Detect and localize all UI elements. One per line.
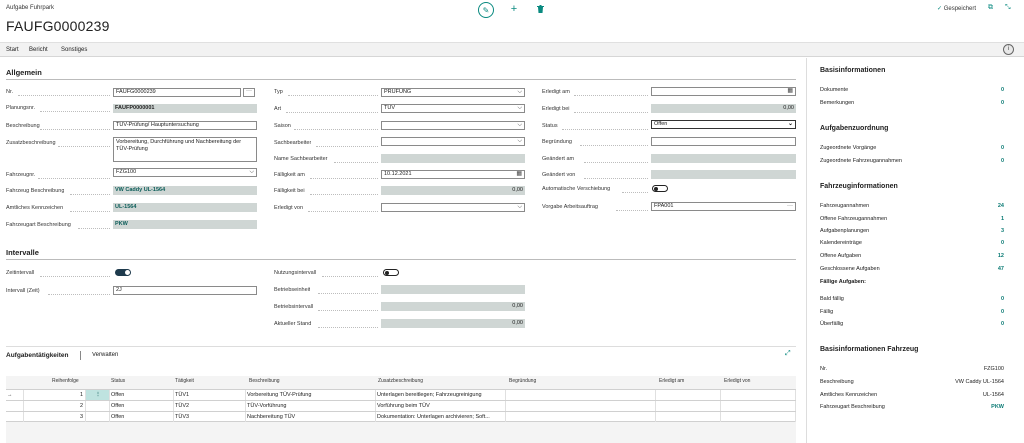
row-activity[interactable]: TÜV1 — [174, 390, 246, 400]
clerk-field[interactable] — [381, 137, 525, 146]
row-order[interactable]: 3 — [24, 412, 86, 422]
season-label: Saison — [274, 123, 291, 129]
nr-field[interactable]: FAUFG0000239 — [113, 88, 241, 97]
factbox-basis-title[interactable]: Basisinformationen — [820, 67, 886, 74]
label-leader — [38, 178, 110, 179]
additional-description-field[interactable]: Vorbereitung, Durchführung und Nachbereitung der TÜV-Prüfung — [113, 137, 257, 162]
changed-by-value — [651, 170, 796, 179]
operating-interval-value: 0,00 — [381, 302, 525, 311]
due-at-label: Fälligkeit bei — [274, 188, 305, 194]
collapse-icon[interactable]: ⤡ — [1005, 4, 1011, 11]
factbox-vehicle-item-label: Geschlossene Aufgaben — [820, 266, 880, 272]
factbox-vehicle-item-label: Kalendereinträge — [820, 240, 862, 246]
row-order[interactable]: 1 — [24, 390, 86, 400]
row-done-at[interactable] — [656, 412, 721, 422]
operating-unit-value — [381, 285, 525, 294]
section-general-title[interactable]: Allgemein — [6, 68, 42, 77]
manage-button[interactable]: Verwalten — [92, 352, 119, 358]
label-leader — [40, 111, 110, 112]
usage-interval-label: Nutzungsintervall — [274, 270, 317, 276]
planning-nr-value: FAUFP0000001 — [113, 104, 257, 113]
section-divider — [6, 79, 796, 80]
chevron-down-icon[interactable]: ⌵ — [517, 105, 522, 111]
status-select[interactable] — [651, 120, 796, 129]
row-menu[interactable] — [86, 401, 110, 411]
label-leader — [308, 211, 378, 212]
column-header-done-by[interactable]: Erledigt von — [724, 378, 751, 384]
type-label: Typ — [274, 89, 283, 95]
factbox-proc-label: Zugeordnete Vorgänge — [820, 145, 877, 151]
operating-interval-label: Betriebsintervall — [274, 304, 314, 310]
row-done-by[interactable] — [721, 401, 796, 411]
vehicle-type-label: Fahrzeugart Beschreibung — [6, 222, 71, 228]
row-done-by[interactable] — [721, 390, 796, 400]
interval-time-field[interactable]: 2J — [113, 286, 257, 295]
work-order-template-label: Vorgabe Arbeitsauftrag — [542, 204, 598, 210]
label-leader — [318, 310, 378, 311]
label-leader — [334, 162, 378, 163]
row-additional[interactable]: Vorführung beim TÜV — [376, 401, 506, 411]
done-at-field[interactable] — [651, 87, 796, 96]
due-date-value: 10.12.2021 — [384, 171, 412, 177]
vehicle-nr-label: Fahrzeugnr. — [6, 172, 36, 178]
work-order-template-field[interactable] — [651, 202, 796, 211]
calendar-icon[interactable]: ▦ — [787, 88, 793, 94]
label-leader — [288, 95, 378, 96]
factbox-docs-label: Dokumente — [820, 87, 849, 93]
factbox-due-item-value[interactable]: 0 — [1000, 321, 1004, 327]
label-leader — [18, 95, 110, 96]
chevron-down-icon[interactable]: ⌵ — [517, 122, 522, 128]
row-description[interactable]: TÜV-Vorführung — [246, 401, 376, 411]
expand-icon[interactable]: ⤢ — [785, 350, 791, 357]
art-label: Art — [274, 106, 282, 112]
vehicle-nr-field[interactable] — [113, 168, 257, 177]
row-done-at[interactable] — [656, 390, 721, 400]
label-leader — [322, 276, 378, 277]
column-header-reason[interactable]: Begründung — [509, 378, 537, 384]
label-leader — [316, 146, 378, 147]
factbox-notes-value[interactable]: 0 — [1000, 100, 1004, 106]
vehicle-description-value[interactable]: VW Caddy UL-1564 — [113, 186, 257, 195]
chevron-down-icon[interactable]: ⌵ — [517, 204, 522, 210]
factbox-accept-label: Zugeordnete Fahrzeugannahmen — [820, 158, 902, 164]
vehicle-nr-value: FZG100 — [116, 169, 137, 175]
label-leader — [616, 210, 648, 211]
part-divider — [6, 346, 796, 347]
art-value: TÜV — [384, 105, 395, 111]
clerk-name-label: Name Sachbearbeiter — [274, 156, 328, 162]
factbox-due-item-label: Bald fällig — [820, 296, 844, 302]
interval-time-label: Intervall (Zeit) — [6, 288, 40, 294]
table-row[interactable] — [6, 400, 796, 411]
trash-icon[interactable] — [535, 4, 545, 14]
factbox-vehicle-item-value[interactable]: 1 — [1000, 216, 1004, 222]
auto-shift-toggle[interactable] — [652, 185, 668, 192]
label-leader — [574, 112, 648, 113]
factbox-vehicle-item-value[interactable]: 24 — [997, 203, 1004, 209]
factbox-due-item-value[interactable]: 0 — [1000, 296, 1004, 302]
additional-description-label: Zusatzbeschreibung — [6, 140, 56, 146]
changed-at-label: Geändert am — [542, 156, 575, 162]
factbox-vehbasis-title[interactable]: Basisinformationen Fahrzeug — [820, 346, 919, 353]
row-activity[interactable]: TÜV3 — [174, 412, 246, 422]
label-leader — [310, 194, 378, 195]
type-field[interactable] — [381, 88, 525, 97]
row-pointer-icon: → — [6, 390, 24, 400]
art-field[interactable] — [381, 104, 525, 113]
label-leader — [294, 129, 378, 130]
action-bar — [0, 42, 1024, 57]
check-icon: ✓ — [937, 6, 943, 12]
row-menu-icon[interactable]: ⋮ — [86, 390, 110, 400]
factbox-accept-value[interactable]: 0 — [1000, 158, 1004, 164]
breadcrumb: Aufgabe Fuhrpark — [6, 5, 55, 11]
type-value: PRÜFUNG — [384, 89, 412, 95]
license-plate-value[interactable]: UL-1564 — [113, 203, 257, 212]
row-activity[interactable]: TÜV2 — [174, 401, 246, 411]
label-leader — [622, 192, 648, 193]
label-leader — [318, 293, 378, 294]
chevron-down-icon[interactable]: ⌄ — [787, 121, 793, 127]
ellipsis-icon[interactable]: ··· — [787, 203, 793, 209]
current-reading-value: 0,00 — [381, 319, 525, 328]
due-date-label: Fälligkeit am — [274, 172, 305, 178]
section-intervals-title[interactable]: Intervalle — [6, 248, 39, 257]
row-reason[interactable] — [506, 412, 656, 422]
vehicle-description-label: Fahrzeug Beschreibung — [6, 188, 65, 194]
planning-nr-label: Planungsnr. — [6, 105, 36, 111]
label-leader — [286, 112, 378, 113]
saved-status — [937, 5, 976, 12]
work-order-template-value: FPA001 — [654, 203, 674, 209]
action-sonstiges[interactable]: Sonstiges — [61, 47, 88, 53]
factbox-due-item-label: Fällig — [820, 309, 834, 315]
column-header-additional[interactable]: Zusatzbeschreibung — [378, 378, 424, 384]
factbox-proc-value[interactable]: 0 — [1000, 145, 1004, 151]
factbox-vehbasis-item-label: Fahrzeugart Beschreibung — [820, 404, 885, 410]
info-icon[interactable]: i — [1003, 44, 1014, 55]
tab-activities[interactable]: Aufgabentätigkeiten — [6, 352, 69, 359]
factbox-vehicle-item-label: Offene Fahrzeugannahmen — [820, 216, 888, 222]
saved-label: Gespeichert — [943, 6, 977, 12]
label-leader — [70, 194, 110, 195]
calendar-icon[interactable]: ▦ — [516, 171, 522, 177]
time-interval-label: Zeitintervall — [6, 270, 35, 276]
factbox-due-item-label: Überfällig — [820, 321, 844, 327]
factbox-vehbasis-item-value: VW Caddy UL-1564 — [955, 379, 1004, 385]
nr-label: Nr. — [6, 89, 14, 95]
row-order[interactable]: 2 — [24, 401, 86, 411]
tab-separator — [80, 351, 81, 360]
factbox-vehicle-item-value[interactable]: 3 — [1000, 228, 1004, 234]
factbox-vehicle-item-value[interactable]: 47 — [997, 266, 1004, 272]
label-leader — [40, 129, 110, 130]
row-pointer — [6, 401, 24, 411]
label-leader — [310, 178, 378, 179]
factbox-vehicle-item-label: Fahrzeugannahmen — [820, 203, 870, 209]
row-status[interactable]: Offen — [110, 401, 174, 411]
row-additional[interactable]: Dokumentation: Unterlagen archivieren; Soft... — [376, 412, 506, 422]
license-plate-label: Amtliches Kennzeichen — [6, 205, 64, 211]
factbox-vehbasis-item-label: Beschreibung — [820, 379, 854, 385]
factbox-docs-value[interactable]: 0 — [1000, 87, 1004, 93]
factbox-vehbasis-item-label: Amtliches Kennzeichen — [820, 392, 878, 398]
status-label: Status — [542, 123, 558, 129]
table-row[interactable] — [6, 411, 796, 422]
plus-icon[interactable]: + — [510, 3, 518, 15]
done-at-km-label: Erledigt bei — [542, 106, 570, 112]
row-description[interactable]: Nachbereitung TÜV — [246, 412, 376, 422]
open-new-window-icon[interactable]: ⧉ — [988, 4, 993, 11]
row-done-at[interactable] — [656, 401, 721, 411]
clerk-name-value — [381, 154, 525, 163]
chevron-down-icon[interactable]: ⌵ — [517, 138, 522, 144]
chevron-down-icon[interactable]: ⌵ — [517, 89, 522, 95]
usage-interval-toggle[interactable] — [383, 269, 399, 276]
due-at-value: 0,00 — [381, 186, 525, 195]
label-leader — [318, 327, 378, 328]
column-header-done-at[interactable]: Erledigt am — [659, 378, 685, 384]
done-by-label: Erledigt von — [274, 205, 304, 211]
factbox-assign-title[interactable]: Aufgabenzuordnung — [820, 125, 889, 132]
section-divider — [6, 259, 796, 260]
status-value: Offen — [654, 121, 668, 127]
factbox-vehbasis-item-value: FZG100 — [983, 366, 1004, 372]
column-header-order[interactable]: Reihenfolge — [52, 378, 79, 384]
current-reading-label: Aktueller Stand — [274, 321, 312, 327]
season-field[interactable] — [381, 121, 525, 130]
chevron-down-icon[interactable]: ⌵ — [249, 169, 254, 175]
label-leader — [584, 178, 648, 179]
row-additional[interactable]: Unterlagen bereitlegen; Fahrzeugreinigung — [376, 390, 506, 400]
nr-lookup-button[interactable]: ··· — [243, 88, 255, 97]
done-by-field[interactable] — [381, 203, 525, 212]
changed-by-label: Geändert von — [542, 172, 576, 178]
due-date-field[interactable] — [381, 170, 525, 179]
row-description[interactable]: Vorbereitung TÜV-Prüfung — [246, 390, 376, 400]
changed-at-value — [651, 154, 796, 163]
column-header-description[interactable]: Beschreibung — [249, 378, 280, 384]
pencil-icon[interactable]: ✎ — [478, 2, 494, 18]
done-at-km-value: 0,00 — [651, 104, 796, 113]
label-leader — [584, 162, 648, 163]
action-start[interactable]: Start — [6, 47, 19, 53]
label-leader — [40, 276, 110, 277]
vehicle-type-value[interactable]: PKW — [113, 220, 257, 229]
label-leader — [70, 211, 110, 212]
time-interval-toggle[interactable] — [115, 269, 131, 276]
label-leader — [48, 294, 110, 295]
factbox-due-title: Fällige Aufgaben: — [820, 279, 866, 285]
description-field[interactable]: TÜV-Prüfung/ Hauptuntersuchung — [113, 121, 257, 130]
factbox-due-item-value[interactable]: 0 — [1000, 309, 1004, 315]
row-reason[interactable] — [506, 401, 656, 411]
row-reason[interactable] — [506, 390, 656, 400]
factbox-vehicle-item-label: Aufgabenplanungen — [820, 228, 870, 234]
factbox-notes-label: Bemerkungen — [820, 100, 855, 106]
factbox-vehicle-item-label: Offene Aufgaben — [820, 253, 862, 259]
clerk-label: Sachbearbeiter — [274, 140, 312, 146]
column-header-status[interactable]: Status — [111, 378, 126, 384]
reason-field[interactable] — [651, 137, 796, 146]
done-at-label: Erledigt am — [542, 89, 570, 95]
label-leader — [574, 95, 648, 96]
reason-label: Begründung — [542, 139, 572, 145]
row-pointer — [6, 412, 24, 422]
factbox-vehicle-title[interactable]: Fahrzeuginformationen — [820, 183, 898, 190]
factbox-vehbasis-item-value: UL-1564 — [982, 392, 1004, 398]
row-status[interactable]: Offen — [110, 390, 174, 400]
action-bericht[interactable]: Bericht — [29, 47, 48, 53]
operating-unit-label: Betriebseinheit — [274, 287, 311, 293]
row-done-by[interactable] — [721, 412, 796, 422]
factbox-vehbasis-item-label: Nr. — [820, 366, 828, 372]
factbox-vehbasis-item-value[interactable]: PKW — [991, 404, 1004, 410]
column-header-activity[interactable]: Tätigkeit — [175, 378, 194, 384]
page-header — [0, 0, 1024, 42]
label-leader — [562, 129, 648, 130]
table-row[interactable] — [6, 389, 796, 400]
label-leader — [580, 145, 648, 146]
description-label: Beschreibung — [6, 123, 40, 129]
row-status[interactable]: Offen — [110, 412, 174, 422]
factbox-vehicle-item-value[interactable]: 12 — [997, 253, 1004, 259]
factbox-vehicle-item-value[interactable]: 0 — [1000, 240, 1004, 246]
factbox-pane — [806, 58, 1024, 443]
label-leader — [78, 228, 110, 229]
label-leader — [58, 146, 110, 147]
auto-shift-label: Automatische Verschiebung — [542, 186, 611, 192]
page-title: FAUFG0000239 — [6, 18, 110, 34]
row-menu[interactable] — [86, 412, 110, 422]
